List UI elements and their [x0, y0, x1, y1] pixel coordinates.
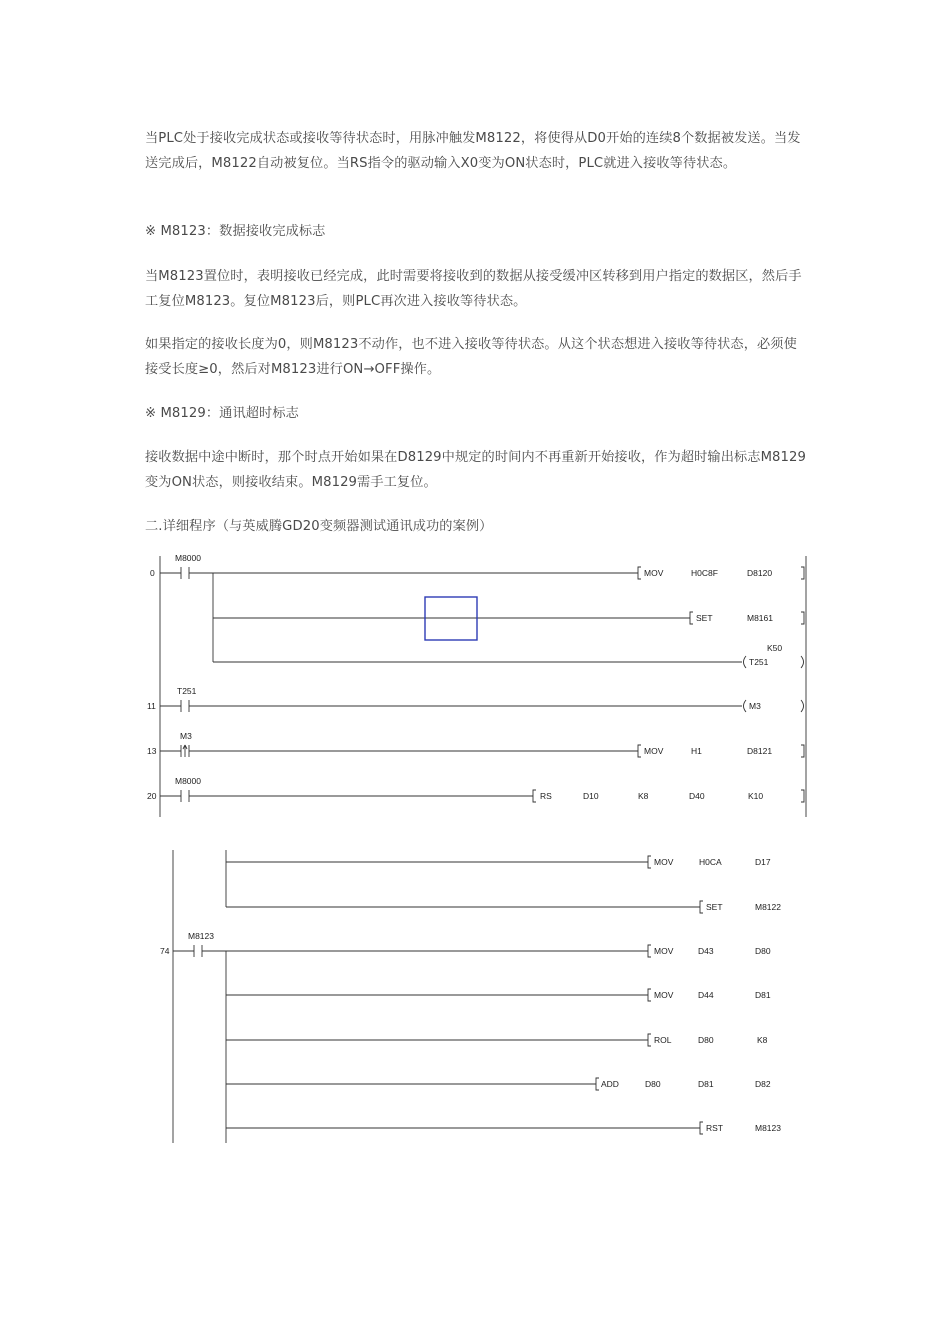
instruction-name: SET [706, 902, 723, 912]
operand: D44 [698, 990, 714, 1000]
operand: M8161 [747, 613, 773, 623]
heading-m8129: ※ M8129：通讯超时标志 [145, 406, 299, 421]
operand: M8122 [755, 902, 781, 912]
paragraph-receive-length: 如果指定的接收长度为0，则M8123不动作，也不进入接收等待状态。从这个状态想进入接收等待状态，必须使接受长度≥0，然后对M8123进行ON→OFF操作。 [145, 337, 797, 377]
instruction-name: ADD [601, 1079, 619, 1089]
operand: M8123 [755, 1123, 781, 1133]
instruction-name: MOV [654, 990, 674, 1000]
instruction-name: RS [540, 791, 552, 801]
section-heading-program: 二.详细程序（与英威腾GD20变频器测试通讯成功的案例） [145, 519, 493, 534]
operand: D10 [583, 791, 599, 801]
operand: D80 [698, 1035, 714, 1045]
coil-label: M3 [749, 701, 761, 711]
coil-label: T251 [749, 657, 769, 667]
operand: D8120 [747, 568, 773, 578]
operand: D81 [755, 990, 771, 1000]
paragraph-timeout: 接收数据中途中断时，那个时点开始如果在D8129中规定的时间内不再重新开始接收，作为超时输出标志M8129变为ON状态，则接收结束。M8129需手工复位。 [145, 450, 807, 490]
instruction-name: SET [696, 613, 713, 623]
operand: K10 [748, 791, 764, 801]
contact-label: M3 [180, 731, 192, 741]
step-number: 74 [160, 946, 170, 956]
operand: D81 [698, 1079, 714, 1089]
step-number: 0 [150, 568, 155, 578]
heading-m8123: ※ M8123：数据接收完成标志 [145, 224, 326, 239]
operand: H0C8F [691, 568, 718, 578]
step-number: 11 [147, 701, 156, 711]
instruction-name: MOV [644, 568, 664, 578]
instruction-name: ROL [654, 1035, 672, 1045]
step-number: 20 [147, 791, 157, 801]
operand: D80 [755, 946, 771, 956]
operand: D82 [755, 1079, 771, 1089]
instruction-name: MOV [654, 857, 674, 867]
operand: D8121 [747, 746, 773, 756]
operand: D43 [698, 946, 714, 956]
step-number: 13 [147, 746, 157, 756]
contact-label: T251 [177, 686, 197, 696]
operand: H1 [691, 746, 702, 756]
timer-preset: K50 [767, 643, 783, 653]
contact-label: M8000 [175, 553, 201, 563]
operand: D80 [645, 1079, 661, 1089]
operand: K8 [638, 791, 649, 801]
paragraph-m8123-set: 当M8123置位时，表明接收已经完成，此时需要将接收到的数据从接受缓冲区转移到用户指定的数据区，然后手工复位M8123。复位M8123后，则PLC再次进入接收等待状态。 [145, 269, 802, 309]
contact-label: M8000 [175, 776, 201, 786]
instruction-name: MOV [654, 946, 674, 956]
instruction-name: RST [706, 1123, 723, 1133]
operand: K8 [757, 1035, 768, 1045]
operand: H0CA [699, 857, 722, 867]
instruction-name: MOV [644, 746, 664, 756]
contact-label: M8123 [188, 931, 214, 941]
operand: D40 [689, 791, 705, 801]
operand: D17 [755, 857, 771, 867]
paragraph-send-flag: 当PLC处于接收完成状态或接收等待状态时，用脉冲触发M8122，将使得从D0开始的连续8个数据被发送。当发送完成后，M8122自动被复位。当RS指令的驱动输入X0变为ON状态时，PLC就进入接收等待状态。 [145, 131, 801, 171]
